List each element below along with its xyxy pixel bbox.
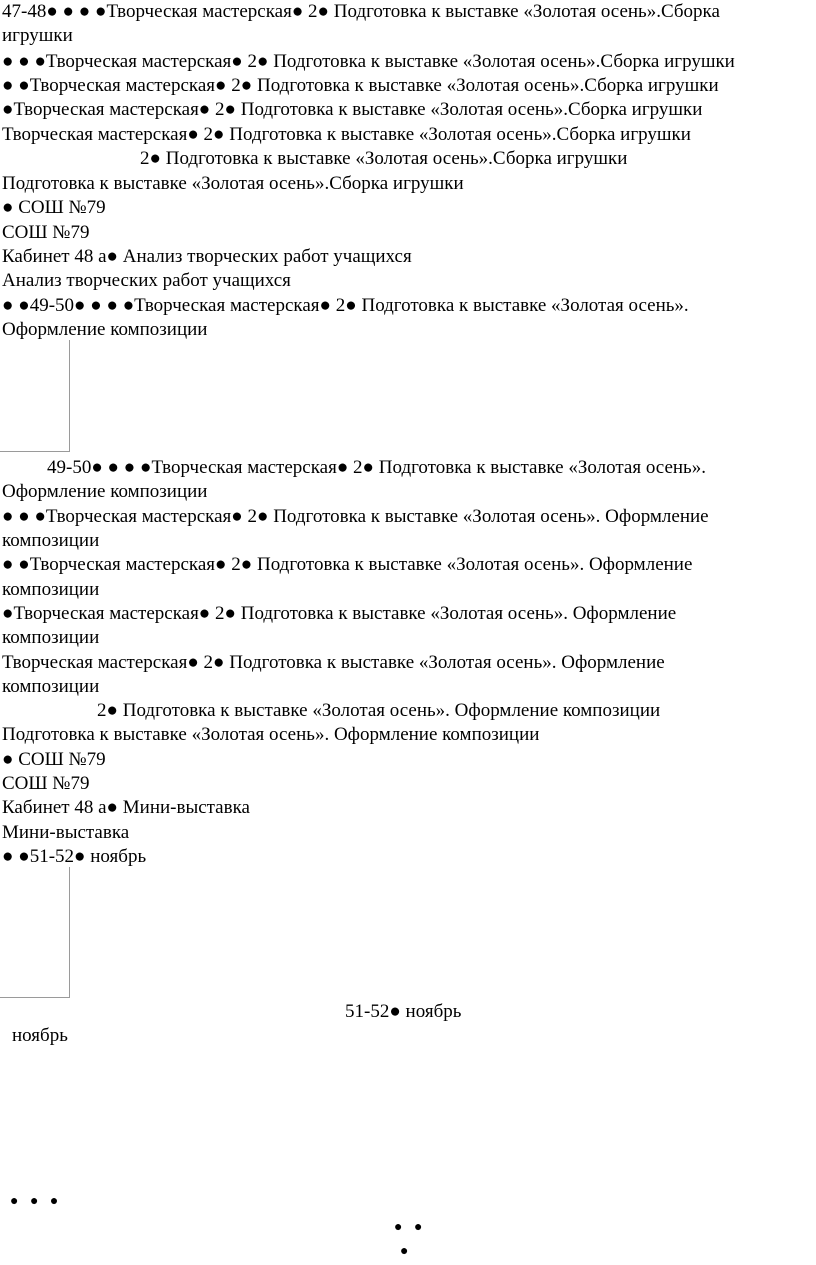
- text-line: Оформление композиции: [2, 319, 208, 340]
- text-line: Творческая мастерская● 2● Подготовка к выставке «Золотая осень». Оформление: [2, 652, 665, 673]
- text-line: 51-52● ноябрь: [345, 1001, 462, 1022]
- text-line: Творческая мастерская● 2● Подготовка к выставке «Золотая осень».Сборка игрушки: [2, 124, 691, 145]
- text-line: Кабинет 48 а● Анализ творческих работ учащихся: [2, 246, 412, 267]
- text-line: ●Творческая мастерская● 2● Подготовка к выставке «Золотая осень».Сборка игрушки: [2, 99, 703, 120]
- text-line: 2● Подготовка к выставке «Золотая осень». Оформление композиции: [97, 700, 661, 721]
- text-line: Оформление композиции: [2, 481, 208, 502]
- empty-table-cell: [0, 340, 70, 452]
- stray-bullets: ●: [400, 1244, 413, 1259]
- text-line: композиции: [2, 676, 100, 697]
- text-line: Подготовка к выставке «Золотая осень».Сборка игрушки: [2, 173, 464, 194]
- text-line: ● СОШ №79: [2, 749, 106, 770]
- text-line: ● ● ●Творческая мастерская● 2● Подготовка к выставке «Золотая осень». Оформление: [2, 506, 709, 527]
- text-line: ноябрь: [12, 1025, 68, 1046]
- stray-bullets: ● ● ●: [10, 1194, 63, 1209]
- empty-table-cell: [0, 867, 70, 998]
- text-line: 2● Подготовка к выставке «Золотая осень».Сборка игрушки: [140, 148, 628, 169]
- text-line: ●Творческая мастерская● 2● Подготовка к выставке «Золотая осень». Оформление: [2, 603, 677, 624]
- text-line: СОШ №79: [2, 773, 90, 794]
- text-line: 49-50● ● ● ●Творческая мастерская● 2● Подготовка к выставке «Золотая осень».: [47, 457, 706, 478]
- text-line: игрушки: [2, 25, 73, 46]
- text-line: Мини-выставка: [2, 822, 130, 843]
- stray-bullets: ● ●: [394, 1220, 427, 1235]
- text-line: ● ● ●Творческая мастерская● 2● Подготовка к выставке «Золотая осень».Сборка игрушки: [2, 51, 735, 72]
- text-line: Анализ творческих работ учащихся: [2, 270, 291, 291]
- text-line: композиции: [2, 579, 100, 600]
- text-line: Кабинет 48 а● Мини-выставка: [2, 797, 250, 818]
- text-line: ● ●Творческая мастерская● 2● Подготовка к выставке «Золотая осень». Оформление: [2, 554, 693, 575]
- text-line: Подготовка к выставке «Золотая осень». Оформление композиции: [2, 724, 540, 745]
- text-line: композиции: [2, 627, 100, 648]
- text-line: ● ●49-50● ● ● ●Творческая мастерская● 2● Подготовка к выставке «Золотая осень».: [2, 295, 689, 316]
- text-line: ● ●Творческая мастерская● 2● Подготовка к выставке «Золотая осень».Сборка игрушки: [2, 75, 719, 96]
- text-line: ● ●51-52● ноябрь: [2, 846, 147, 867]
- text-line: ● СОШ №79: [2, 197, 106, 218]
- text-line: композиции: [2, 530, 100, 551]
- text-line: СОШ №79: [2, 222, 90, 243]
- text-line: 47-48● ● ● ●Творческая мастерская● 2● Подготовка к выставке «Золотая осень».Сборка: [2, 1, 720, 22]
